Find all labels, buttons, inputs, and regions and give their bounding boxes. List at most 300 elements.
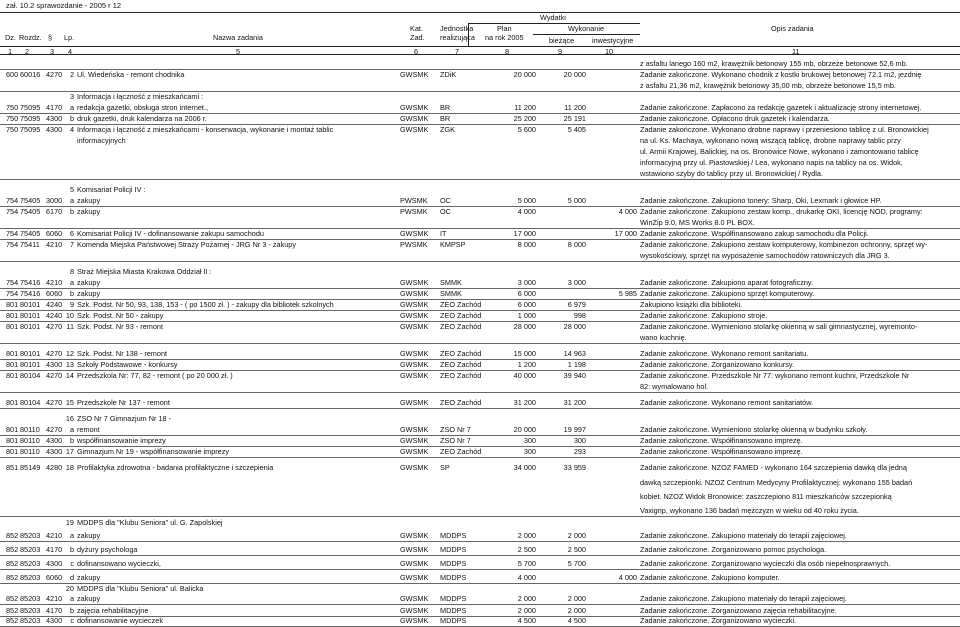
cell-lp: 20 [65, 584, 74, 593]
cell-rozdz: 75405 [20, 207, 41, 216]
cell-opis: Zadanie zakończone. Zakupiono stroje. [640, 311, 768, 320]
cell-lp: c [70, 559, 74, 568]
cell-dz: 801 [6, 360, 19, 369]
cell-opis: WinZip 9.0, MS Works 8.0 PL BOX. [640, 218, 755, 227]
cell-biez: 11 200 [564, 103, 586, 112]
cell-rozdz: 75405 [20, 196, 41, 205]
cell-lp: a [69, 531, 74, 540]
cell-opis: Zadanie zakończone. Zakupiono tonery: Sharp, Oki, Lexmark i głowice HP. [640, 196, 882, 205]
cell-opis: Zadanie zakończone. Współfinansowano zakup samochodu dla Policji. [640, 229, 869, 238]
cell-lp: 18 [65, 463, 74, 472]
cell-lp: 2 [69, 70, 74, 79]
cell-par: 4210 [46, 278, 63, 287]
cell-opis: kobiet. NZOZ Widok Bronowice: zaszczepiono 811 mieszkańców szczepionką [640, 492, 892, 501]
cell-lp: d [69, 573, 74, 582]
cell-biez: 39 940 [563, 371, 586, 380]
cell-dz: 750 [6, 125, 19, 134]
cell-par: 4270 [46, 398, 63, 407]
cell-dz: 852 [6, 606, 19, 615]
cell-opis: Zadanie zakończone. Zorganizowano zajęcia rehabilitacyjne. [640, 606, 837, 615]
cell-par: 4300 [46, 616, 63, 625]
cell-par: 4210 [46, 594, 63, 603]
cell-inw: 17 000 [614, 229, 637, 238]
row-divider [0, 457, 960, 458]
cell-rozdz: 75095 [20, 125, 41, 134]
cell-biez: 6 979 [567, 300, 586, 309]
cell-plan: 2 000 [517, 594, 536, 603]
cell-par: 3000 [46, 196, 63, 205]
cell-opis: Zadanie zakończone. Wykonano remont sanitariatu. [640, 349, 809, 358]
cell-jedn: MDDPS [440, 594, 467, 603]
cell-plan: 34 000 [513, 463, 536, 472]
cell-plan: 4 500 [517, 616, 536, 625]
cell-lp: 17 [65, 447, 74, 456]
header-dz: Dz. [5, 33, 16, 42]
cell-biez: 4 500 [567, 616, 586, 625]
cell-opis: dawką szczepionki. NZOZ Centrum Medycyny Profilaktycznej: wykonano 155 badań [640, 478, 913, 487]
row-divider [0, 569, 960, 570]
cell-dz: 754 [6, 240, 19, 249]
cell-plan: 2 500 [517, 545, 536, 554]
cell-dz: 750 [6, 103, 19, 112]
cell-kat: GWSMK [400, 300, 429, 309]
cell-kat: GWSMK [400, 289, 429, 298]
cell-dz: 801 [6, 349, 19, 358]
cell-jedn: MDDPS [440, 531, 467, 540]
row-divider [0, 343, 960, 344]
cell-plan: 4 000 [517, 207, 536, 216]
cell-biez: 2 000 [567, 531, 586, 540]
cell-dz: 754 [6, 289, 19, 298]
cell-jedn: OC [440, 196, 451, 205]
cell-nazwa: Szkoły Podstawowe - konkursy [77, 360, 178, 369]
row-divider [0, 555, 960, 556]
cell-nazwa: ZSO Nr 7 Gimnazjum Nr 18 - [77, 414, 172, 423]
cell-kat: GWSMK [400, 103, 429, 112]
cell-inw: 4 000 [618, 207, 637, 216]
cell-inw: 5 985 [618, 289, 637, 298]
cell-dz: 852 [6, 559, 19, 568]
cell-biez: 5 405 [567, 125, 586, 134]
cell-lp: a [69, 278, 74, 287]
cell-opis: z asfaltu lanego 160 m2, krawężnik betonowy 155 mb, obrzeże betonowe 52,6 mb. [640, 59, 908, 68]
cell-jedn: BR [440, 103, 451, 112]
cell-dz: 801 [6, 371, 19, 380]
cell-kat: GWSMK [400, 70, 429, 79]
cell-plan: 11 200 [514, 103, 536, 112]
cell-lp: a [69, 425, 74, 434]
cell-plan: 28 000 [513, 322, 536, 331]
cell-rozdz: 75095 [20, 103, 41, 112]
header-num-6: 6 [414, 47, 419, 56]
cell-opis: Zadanie zakończone. Opłacono druk gazetek i kalendarza. [640, 114, 830, 123]
cell-biez: 300 [573, 436, 586, 445]
cell-lp: 11 [66, 322, 74, 331]
cell-par: 4240 [46, 311, 63, 320]
cell-biez: 28 000 [563, 322, 586, 331]
cell-plan: 300 [523, 447, 536, 456]
cell-kat: GWSMK [400, 349, 429, 358]
cell-rozdz: 80101 [20, 322, 41, 331]
cell-jedn: ZEO Zachód [440, 349, 482, 358]
cell-nazwa: Przedszkola Nr: 77, 82 - remont ( po 20 000 zł. ) [77, 371, 233, 380]
cell-lp: 19 [65, 518, 74, 527]
cell-jedn: ZSO Nr 7 [440, 425, 471, 434]
cell-opis: Zadanie zakończone. Zakupiono sprzęt komputerowy. [640, 289, 815, 298]
header-inwestycyjne: inwestycyjne [592, 36, 634, 45]
cell-biez: 14 963 [563, 349, 586, 358]
cell-opis: Zadanie zakończone. Zakupiono zestaw komputerowy, kombinezon ochronny, sprzęt wy- [640, 240, 928, 249]
cell-jedn: MDDPS [440, 559, 467, 568]
cell-opis: ul. Armii Krajowej, Balickiej, na os. Bronowice Nowe, wykonano i zamontowano tablicę [640, 147, 919, 156]
cell-opis: Zadanie zakończone. Zakupiono materiały do terapii zajęciowej. [640, 531, 847, 540]
cell-kat: GWSMK [400, 360, 429, 369]
cell-nazwa: Komisariat Policji IV - dofinansowanie zakupu samochodu [77, 229, 264, 238]
cell-nazwa: zakupy [77, 594, 101, 603]
table-header [0, 12, 960, 59]
cell-jedn: ZEO Zachód [440, 311, 482, 320]
cell-biez: 31 200 [563, 398, 586, 407]
cell-plan: 20 000 [513, 425, 536, 434]
cell-lp: b [69, 606, 74, 615]
header-num-3: 3 [50, 47, 55, 56]
cell-dz: 600 [6, 70, 19, 79]
cell-rozdz: 75405 [20, 229, 41, 238]
cell-dz: 852 [6, 545, 19, 554]
header-num-10: 10 [605, 47, 614, 56]
cell-nazwa: Gimnazjum Nr 19 - współfinansowanie imprezy [77, 447, 230, 456]
header-nazwa: Nazwa zadania [213, 33, 263, 42]
cell-biez: 2 000 [567, 606, 586, 615]
row-divider [0, 392, 960, 393]
cell-opis: Zadanie zakończone. NZOZ FAMED - wykonano 164 szczepienia dawką dla jedną [640, 463, 907, 472]
cell-opis: Zadanie zakończone. Współfinansowano imprezę. [640, 447, 803, 456]
cell-rozdz: 85203 [20, 531, 41, 540]
header-realizujaca: realizująca [440, 33, 475, 42]
cell-lp: a [69, 103, 74, 112]
cell-nazwa: Informacja i łączność z mieszkańcami - konserwacja, wykonanie i montaż tablic [77, 125, 334, 134]
cell-lp: 8 [69, 267, 74, 276]
cell-biez: 8 000 [567, 240, 586, 249]
cell-plan: 17 000 [513, 229, 536, 238]
cell-lp: 3 [69, 92, 74, 101]
header-kat: Kat. [410, 24, 423, 33]
cell-dz: 754 [6, 229, 19, 238]
page-title: zał. 10.2 sprawozdanie - 2005 r 12 [6, 1, 122, 10]
cell-kat: GWSMK [400, 311, 429, 320]
cell-kat: GWSMK [400, 322, 429, 331]
cell-jedn: ZEO Zachód [440, 447, 482, 456]
cell-opis: Zadanie zakończone. Zorganizowano pomoc psychologa. [640, 545, 827, 554]
cell-par: 4270 [46, 322, 63, 331]
cell-par: 4300 [46, 114, 63, 123]
cell-opis: Zadanie zakończone. Zakupiono materiały do terapii zajęciowej. [640, 594, 847, 603]
cell-rozdz: 80110 [20, 447, 40, 456]
row-divider [0, 179, 960, 180]
cell-rozdz: 80101 [20, 349, 41, 358]
cell-jedn: MDDPS [440, 545, 467, 554]
header-num-9: 9 [558, 47, 563, 56]
cell-kat: GWSMK [400, 531, 429, 540]
header-lp: Lp. [64, 33, 75, 42]
cell-nazwa: dofinansowano wycieczki, [77, 559, 161, 568]
cell-lp: 7 [69, 240, 74, 249]
cell-dz: 754 [6, 196, 19, 205]
cell-par: 4210 [46, 531, 63, 540]
header-num-11: 11 [792, 47, 800, 56]
cell-kat: GWSMK [400, 229, 429, 238]
cell-jedn: BR [440, 114, 451, 123]
cell-opis: Zadanie zakończone. Współfinansowano imprezę. [640, 436, 803, 445]
cell-opis: Zadanie zakończone. Zorganizowano wycieczki. [640, 616, 797, 625]
cell-kat: PWSMK [400, 196, 428, 205]
cell-kat: GWSMK [400, 114, 429, 123]
cell-opis: Zadanie zakończone. Wymieniono stolarkę okienną w sali gimnastycznej, wyremonto- [640, 322, 918, 331]
cell-kat: GWSMK [400, 125, 429, 134]
cell-opis: wstawiono szyby do tablicy przy ul. Bronowickiej / Rydla. [640, 169, 823, 178]
cell-nazwa: informacyjnych [77, 136, 126, 145]
header-rozdz: Rozdz. [19, 33, 42, 42]
cell-nazwa: Profilaktyka zdrowotna - badania profilaktyczne i szczepienia [77, 463, 274, 472]
cell-opis: Zadanie zakończone. Przedszkole Nr 77: wykonano remont kuchni, Przedszkole Nr [640, 371, 910, 380]
cell-par: 4270 [46, 371, 63, 380]
header-num-5: 5 [236, 47, 241, 56]
cell-par: 6060 [46, 289, 63, 298]
cell-par: 6060 [46, 229, 63, 238]
cell-jedn: ZEO Zachód [440, 371, 482, 380]
row-divider [0, 261, 960, 262]
cell-nazwa: Szk. Podst. Nr 93 - remont [77, 322, 163, 331]
cell-rozdz: 80101 [20, 311, 41, 320]
cell-opis: Zadanie zakończone. Zorganizowano wycieczki dla osób niepełnosprawnych. [640, 559, 891, 568]
header-plan-rok: na rok 2005 [485, 33, 524, 42]
cell-jedn: ZEO Zachód [440, 398, 482, 407]
cell-par: 4300 [46, 447, 63, 456]
cell-jedn: IT [440, 229, 447, 238]
cell-dz: 851 [6, 463, 19, 472]
cell-nazwa: dyżury psychologa [77, 545, 138, 554]
cell-plan: 4 000 [517, 573, 536, 582]
cell-biez: 293 [573, 447, 586, 456]
cell-rozdz: 80104 [20, 371, 41, 380]
cell-kat: GWSMK [400, 398, 429, 407]
cell-dz: 801 [6, 300, 19, 309]
cell-opis: 82: wymalowano hol. [640, 382, 709, 391]
cell-nazwa: MDDPS dla "Klubu Seniora" ul. Balicka [77, 584, 204, 593]
cell-jedn: SMMK [440, 278, 462, 287]
cell-opis: Zakupiono książki dla biblioteki. [640, 300, 743, 309]
cell-biez: 2 500 [567, 545, 586, 554]
cell-plan: 5 700 [517, 559, 536, 568]
cell-opis: Zadanie zakończone. Zakupiono aparat fotograficzny. [640, 278, 814, 287]
cell-opis: Zadanie zakończone. Zakupiono zestaw komp., drukarkę OKI, licencję NOD, programy: [640, 207, 923, 216]
cell-opis: Zadanie zakończone. Wymieniono stolarkę okienną w budynku szkoły. [640, 425, 868, 434]
cell-par: 4300 [46, 360, 63, 369]
cell-lp: 4 [69, 125, 74, 134]
header-par: § [48, 33, 53, 42]
cell-plan: 8 000 [517, 240, 536, 249]
cell-kat: GWSMK [400, 436, 429, 445]
cell-lp: b [69, 207, 74, 216]
header-num-7: 7 [455, 47, 460, 56]
cell-jedn: ZEO Zachód [440, 322, 482, 331]
cell-plan: 1 000 [517, 311, 536, 320]
cell-opis: z asfaltu 21,36 m2, krawężnik betonowy 35,00 mb, obrzeże betonowe 15,5 mb. [640, 81, 896, 90]
cell-biez: 25 191 [563, 114, 586, 123]
cell-nazwa: współfinansowanie imprezy [77, 436, 166, 445]
cell-biez: 3 000 [567, 278, 586, 287]
cell-lp: 15 [65, 398, 74, 407]
cell-kat: GWSMK [400, 371, 429, 380]
cell-plan: 20 000 [513, 70, 536, 79]
cell-opis: Zadanie zakończone. Zorganizowano konkursy. [640, 360, 794, 369]
cell-nazwa: Szk. Podst. Nr 138 - remont [77, 349, 168, 358]
cell-rozdz: 85203 [20, 559, 41, 568]
cell-jedn: ZSO Nr 7 [440, 436, 471, 445]
cell-lp: 16 [65, 414, 74, 423]
cell-rozdz: 85149 [20, 463, 41, 472]
cell-biez: 5 700 [567, 559, 586, 568]
cell-biez: 2 000 [567, 594, 586, 603]
cell-dz: 754 [6, 207, 19, 216]
cell-opis: Zadanie zakończone. Wykonano remont sanitariatów. [640, 398, 814, 407]
cell-lp: 10 [65, 311, 74, 320]
cell-nazwa: redakcja gazetki, obsługa stron internet., [77, 103, 209, 112]
cell-dz: 852 [6, 616, 19, 625]
cell-dz: 801 [6, 322, 19, 331]
cell-jedn: MDDPS [440, 573, 467, 582]
cell-kat: GWSMK [400, 573, 429, 582]
cell-par: 4300 [46, 436, 63, 445]
cell-lp: b [69, 114, 74, 123]
cell-dz: 801 [6, 436, 19, 445]
cell-par: 4270 [46, 70, 63, 79]
cell-rozdz: 75416 [20, 278, 41, 287]
cell-lp: b [69, 436, 74, 445]
cell-nazwa: Komenda Miejska Państwowej Straży Pożarnej - JRG Nr 3 - zakupy [77, 240, 296, 249]
header-num-1: 1 [8, 47, 13, 56]
cell-plan: 300 [523, 436, 536, 445]
cell-lp: c [70, 616, 74, 625]
cell-plan: 31 200 [513, 398, 536, 407]
cell-par: 4270 [46, 425, 63, 434]
cell-biez: 1 198 [567, 360, 586, 369]
cell-rozdz: 80110 [20, 436, 40, 445]
cell-lp: a [69, 196, 74, 205]
cell-biez: 20 000 [563, 70, 586, 79]
cell-rozdz: 80101 [20, 360, 41, 369]
cell-nazwa: Przedszkole Nr 137 - remont [77, 398, 170, 407]
cell-dz: 852 [6, 594, 19, 603]
cell-jedn: ZEO Zachód [440, 360, 482, 369]
cell-nazwa: remont [77, 425, 100, 434]
cell-lp: 9 [69, 300, 74, 309]
cell-par: 4170 [46, 545, 63, 554]
cell-nazwa: druk gazetki, druk kalendarza na 2006 r. [77, 114, 207, 123]
cell-nazwa: zakupy [77, 289, 101, 298]
cell-par: 4210 [46, 240, 63, 249]
cell-opis: Zadanie zakończone. Wykonano chodnik z kostki brukowej betonowej 72,1 m2, jezdnię [640, 70, 922, 79]
cell-jedn: ZDiK [440, 70, 457, 79]
cell-nazwa: zakupy [77, 278, 101, 287]
cell-kat: GWSMK [400, 606, 429, 615]
header-jednostka: Jednostka [440, 24, 474, 33]
cell-lp: 14 [65, 371, 74, 380]
header-num-8: 8 [505, 47, 510, 56]
cell-rozdz: 80101 [20, 300, 41, 309]
cell-nazwa: dofinansowanie wycieczek [77, 616, 163, 625]
cell-opis: wano kuchnię. [640, 333, 687, 342]
cell-rozdz: 75411 [20, 240, 40, 249]
row-divider [0, 604, 960, 605]
cell-jedn: ZEO Zachód [440, 300, 482, 309]
cell-opis: Zadanie zakończone. Wykonano drobne naprawy i przeniesiono tablicę z ul. Bronowickiej [640, 125, 929, 134]
header-biezace: bieżące [549, 36, 575, 45]
cell-kat: PWSMK [400, 240, 428, 249]
row-divider [0, 516, 960, 517]
cell-jedn: OC [440, 207, 451, 216]
cell-rozdz: 80110 [20, 425, 40, 434]
cell-kat: GWSMK [400, 278, 429, 287]
cell-kat: GWSMK [400, 463, 429, 472]
cell-kat: GWSMK [400, 425, 429, 434]
cell-dz: 852 [6, 531, 19, 540]
cell-nazwa: Komisariat Policji IV : [77, 185, 146, 194]
cell-nazwa: Szk. Podst. Nr 50 - zakupy [77, 311, 164, 320]
header-zad: Zad. [410, 33, 425, 42]
cell-opis: wysokościowy, sprzęt na wyposażenie samochodów ratowniczych dla JRG 3. [640, 251, 890, 260]
row-divider [0, 541, 960, 542]
header-opis: Opis zadania [771, 24, 814, 33]
cell-kat: GWSMK [400, 559, 429, 568]
cell-biez: 19 997 [563, 425, 586, 434]
row-divider [0, 408, 960, 409]
cell-plan: 6 000 [517, 300, 536, 309]
cell-opis: Zadanie zakończone. Zakupiono komputer. [640, 573, 780, 582]
header-wykonanie: Wykonanie [568, 24, 605, 33]
cell-rozdz: 75416 [20, 289, 41, 298]
cell-par: 6060 [46, 573, 63, 582]
cell-par: 6170 [46, 207, 63, 216]
cell-nazwa: Straż Miejska Miasta Krakowa Oddział II : [77, 267, 212, 276]
cell-plan: 40 000 [513, 371, 536, 380]
cell-plan: 25 200 [513, 114, 536, 123]
cell-jedn: MDDPS [440, 616, 467, 625]
cell-lp: 12 [65, 349, 74, 358]
cell-nazwa: zakupy [77, 207, 101, 216]
cell-dz: 801 [6, 425, 19, 434]
cell-rozdz: 85203 [20, 545, 41, 554]
cell-nazwa: zakupy [77, 531, 101, 540]
cell-par: 4170 [46, 103, 63, 112]
cell-rozdz: 85203 [20, 573, 41, 582]
cell-nazwa: zakupy [77, 196, 101, 205]
cell-jedn: MDDPS [440, 606, 467, 615]
cell-rozdz: 75095 [20, 114, 41, 123]
cell-par: 4280 [46, 463, 63, 472]
cell-jedn: KMPSP [440, 240, 466, 249]
header-wydatki: Wydatki [540, 13, 566, 22]
cell-opis: Zadanie zakończone. Zapłacono za redakcję gazetek i aktualizację strony internetowej. [640, 103, 922, 112]
cell-rozdz: 85203 [20, 594, 41, 603]
cell-plan: 15 000 [513, 349, 536, 358]
cell-rozdz: 85203 [20, 606, 41, 615]
cell-lp: b [69, 289, 74, 298]
cell-jedn: SMMK [440, 289, 462, 298]
cell-dz: 754 [6, 278, 19, 287]
cell-par: 4300 [46, 559, 63, 568]
cell-par: 4270 [46, 349, 63, 358]
